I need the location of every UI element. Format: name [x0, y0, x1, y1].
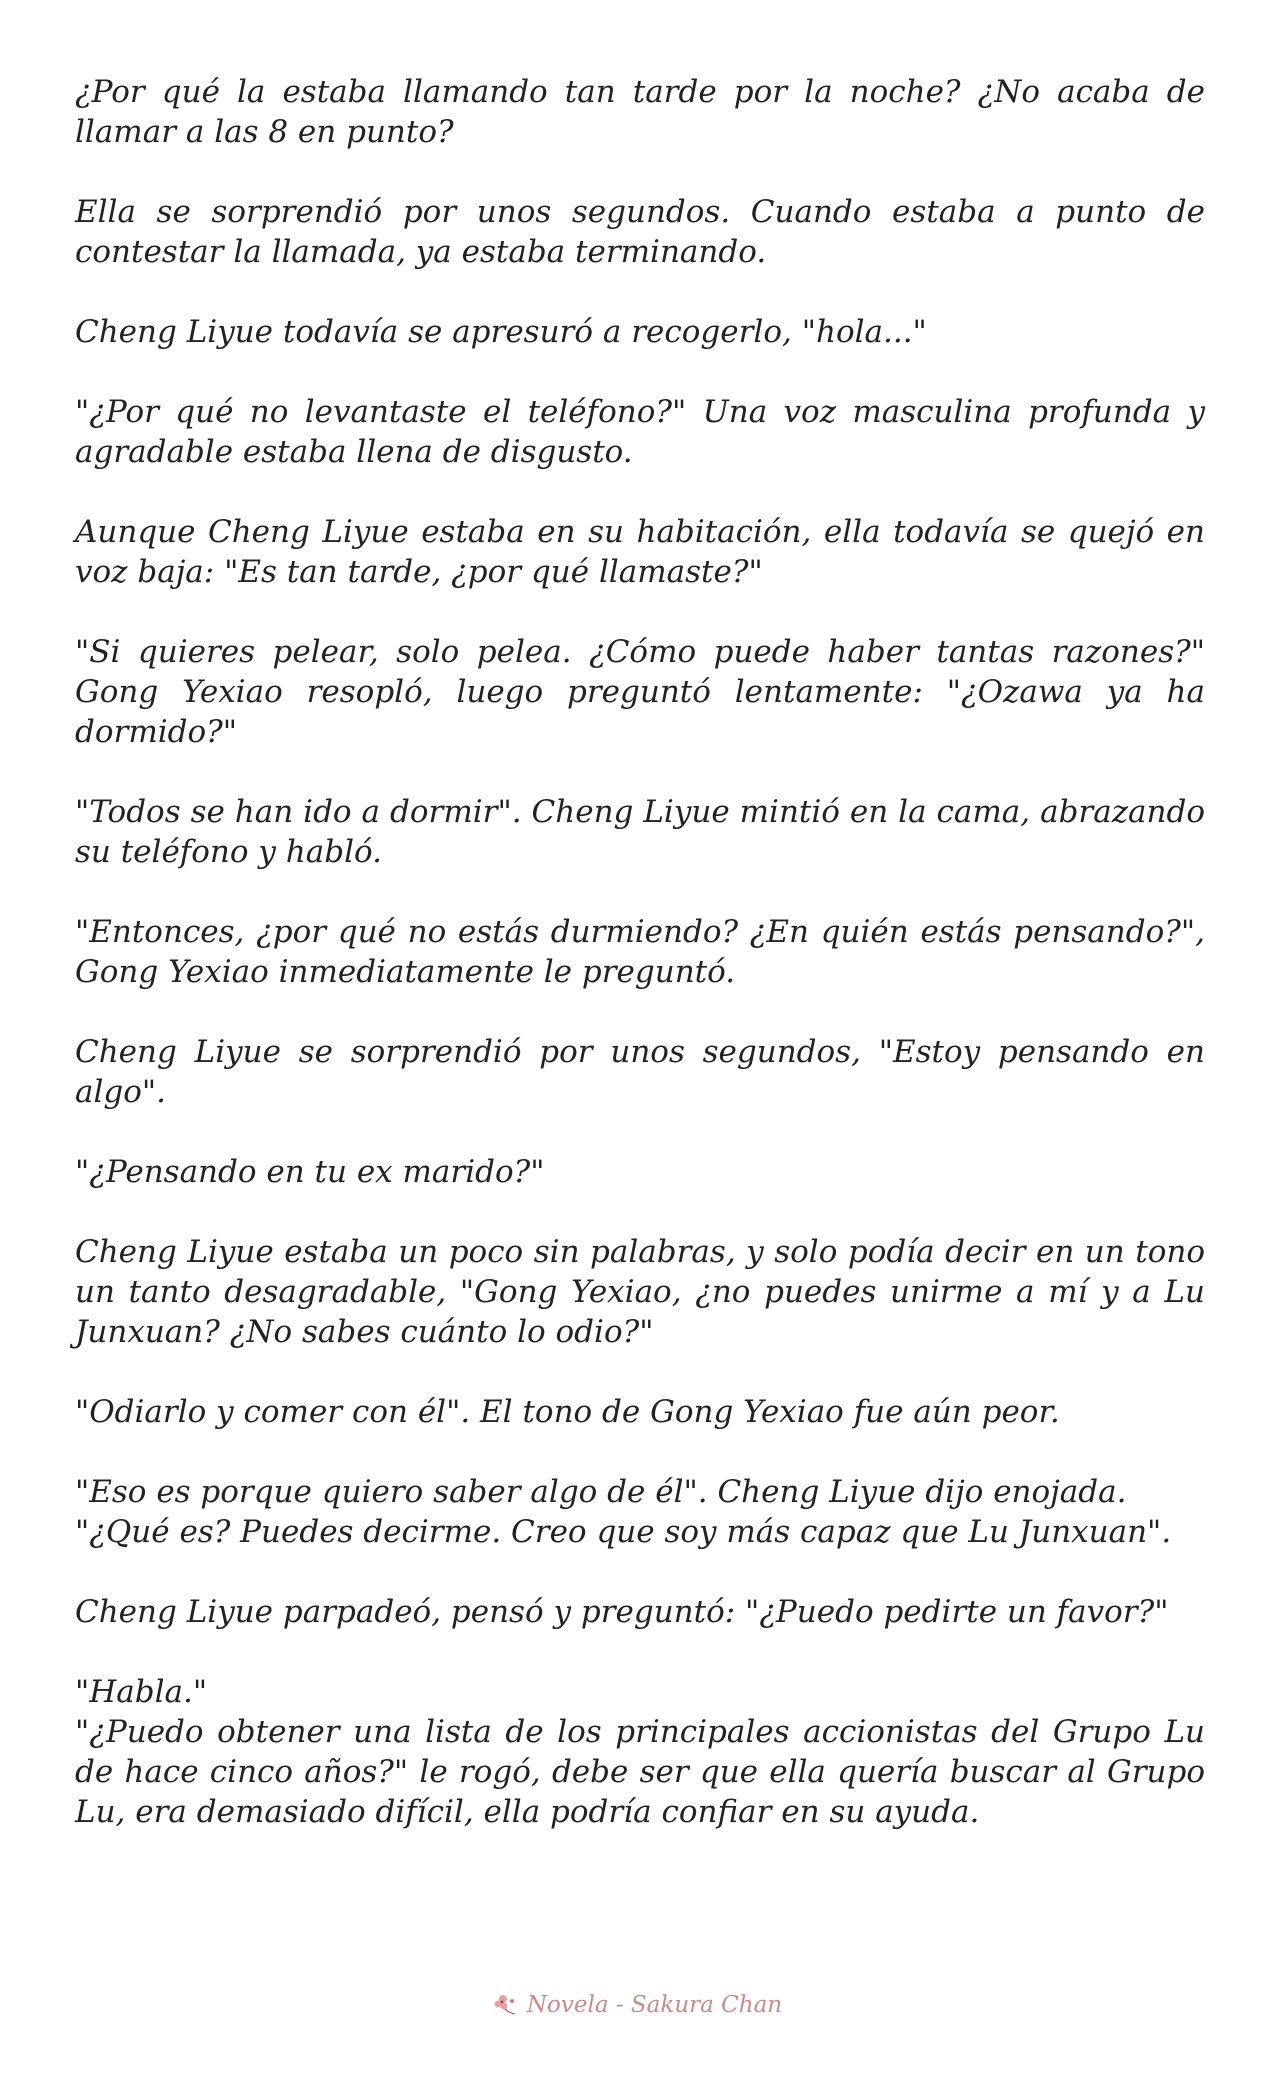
paragraph: "¿Pensando en tu ex marido?"	[75, 1154, 545, 1190]
paragraph: Cheng Liyue se sorprendió por unos segundos, "Estoy pensando en algo".	[75, 1034, 1205, 1110]
paragraph: "¿Por qué no levantaste el teléfono?" Una voz masculina profunda y agradable estaba llena de disgusto.	[75, 394, 1205, 470]
paragraph: "Si quieres pelear, solo pelea. ¿Cómo puede haber tantas razones?" Gong Yexiao resopló, luego preguntó lentamente: "¿Ozawa ya ha dormido?"	[75, 634, 1205, 750]
paragraph: "¿Qué es? Puedes decirme. Creo que soy más capaz que Lu Junxuan".	[75, 1514, 1172, 1550]
paragraph: "Odiarlo y comer con él". El tono de Gong Yexiao fue aún peor.	[75, 1394, 1060, 1430]
watermark-text: Novela - Sakura Chan	[526, 1992, 783, 2018]
paragraph: "Habla."	[75, 1674, 208, 1710]
paragraph: "Entonces, ¿por qué no estás durmiendo? ¿En quién estás pensando?", Gong Yexiao inmediatamente le preguntó.	[75, 914, 1205, 990]
paragraph: "Todos se han ido a dormir". Cheng Liyue mintió en la cama, abrazando su teléfono y habló.	[75, 794, 1205, 870]
cherry-blossom-icon	[493, 1992, 521, 2020]
paragraph: ¿Por qué la estaba llamando tan tarde por la noche? ¿No acaba de llamar a las 8 en punto?	[75, 74, 1205, 150]
document-body	[75, 72, 1205, 1872]
paragraph: "¿Puedo obtener una lista de los principales accionistas del Grupo Lu de hace cinco años?" le rogó, debe ser que ella quería buscar al Grupo Lu, era demasiado difícil, ella podría confiar en su ayuda.	[75, 1714, 1205, 1830]
paragraph: Aunque Cheng Liyue estaba en su habitación, ella todavía se quejó en voz baja: "Es tan tarde, ¿por qué llamaste?"	[75, 514, 1205, 590]
paragraph: "Eso es porque quiero saber algo de él". Cheng Liyue dijo enojada.	[75, 1474, 1127, 1510]
paragraph: Cheng Liyue parpadeó, pensó y preguntó: "¿Puedo pedirte un favor?"	[75, 1594, 1169, 1630]
paragraph: Ella se sorprendió por unos segundos. Cuando estaba a punto de contestar la llamada, ya estaba terminando.	[75, 194, 1205, 270]
paragraph: Cheng Liyue todavía se apresuró a recogerlo, "hola..."	[75, 314, 927, 350]
watermark-footer	[0, 1992, 1275, 2020]
paragraph: Cheng Liyue estaba un poco sin palabras, y solo podía decir en un tono un tanto desagradable, "Gong Yexiao, ¿no puedes unirme a mí y a Lu Junxuan? ¿No sabes cuánto lo odio?"	[75, 1234, 1205, 1350]
